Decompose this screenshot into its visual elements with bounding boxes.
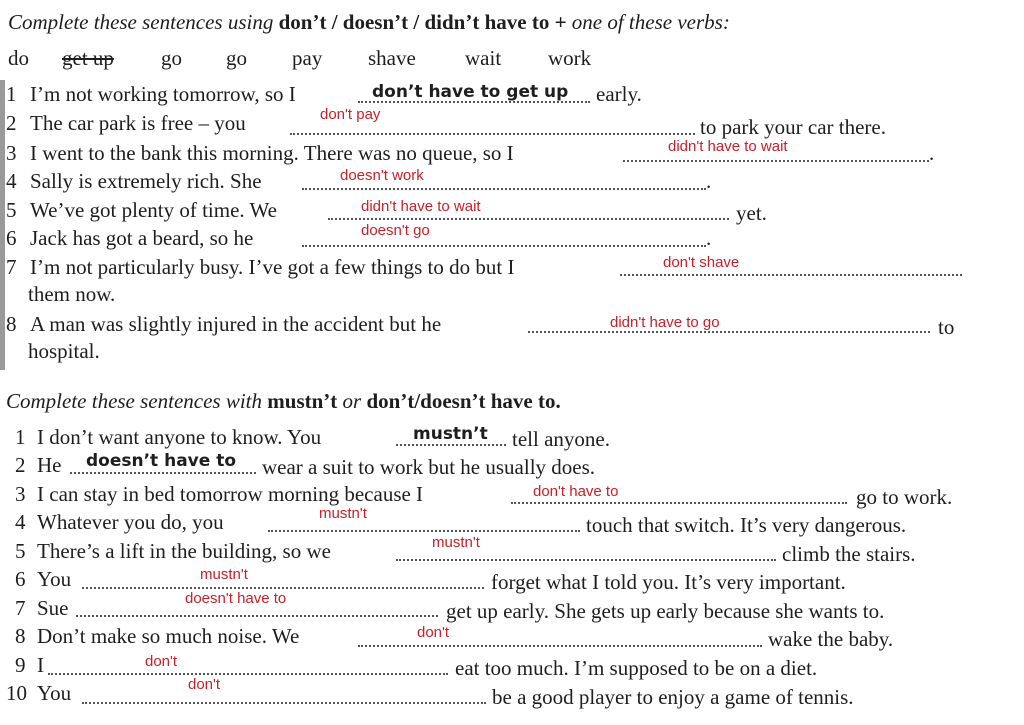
- sentence-end: to: [938, 315, 955, 339]
- sentence-end: to park your car there.: [700, 115, 886, 139]
- verb: do: [8, 46, 29, 70]
- handwritten-answer[interactable]: mustn't: [319, 505, 367, 522]
- sentence-start: I can stay in bed tomorrow morning because I: [37, 482, 424, 506]
- item-number: 10: [6, 681, 27, 705]
- sentence-start: I’m not working tomorrow, so I: [30, 82, 296, 106]
- item-number: 7: [15, 596, 26, 620]
- handwritten-answer[interactable]: don't: [417, 624, 450, 641]
- handwritten-answer[interactable]: didn't have to go: [610, 314, 720, 331]
- item-number: 8: [15, 624, 26, 648]
- item-number: 2: [6, 111, 17, 135]
- verb: pay: [292, 46, 323, 70]
- answer-blank-line: [358, 101, 590, 103]
- item-number: 5: [15, 539, 26, 563]
- worked-example-answer: don’t have to get up: [372, 82, 569, 102]
- sentence-end: .: [706, 226, 712, 250]
- answer-blank-line[interactable]: [528, 331, 930, 333]
- sentence-end: climb the stairs.: [782, 542, 916, 566]
- worked-example-answer: doesn’t have to: [86, 451, 237, 471]
- sentence-start: A man was slightly injured in the accident but he: [30, 312, 442, 336]
- handwritten-answer[interactable]: doesn't work: [340, 167, 424, 184]
- sentence-end: be a good player to enjoy a game of tennis.: [492, 685, 854, 709]
- sentence-start: Sue: [37, 596, 69, 620]
- item-number: 6: [6, 226, 17, 250]
- sentence-start: He: [37, 453, 62, 477]
- sentence-start: Jack has got a beard, so he: [30, 226, 254, 250]
- item-number: 3: [6, 141, 17, 165]
- answer-blank-line: [396, 444, 506, 446]
- verb: go: [161, 46, 182, 70]
- answer-blank-line[interactable]: [76, 615, 438, 617]
- verb: go: [226, 46, 247, 70]
- sentence-start: I don’t want anyone to know. You: [37, 425, 322, 449]
- handwritten-answer[interactable]: don't shave: [663, 254, 740, 271]
- item-number: 9: [15, 653, 26, 677]
- exercise-1-instruction: Complete these sentences using don’t / doesn’t / didn’t have to + one of these verbs:: [8, 10, 730, 34]
- sentence-end: wear a suit to work but he usually does.: [262, 455, 596, 479]
- sentence-start: Sally is extremely rich. She: [30, 169, 262, 193]
- sentence-end: go to work.: [856, 485, 953, 509]
- sentence-continuation: hospital.: [28, 339, 100, 363]
- answer-blank-line[interactable]: [328, 218, 729, 220]
- answer-blank-line[interactable]: [620, 274, 962, 276]
- sentence-continuation: them now.: [28, 282, 116, 306]
- verb: work: [548, 46, 592, 70]
- answer-blank-line[interactable]: [396, 559, 776, 561]
- item-number: 1: [6, 82, 17, 106]
- item-number: 1: [15, 425, 26, 449]
- answer-blank-line[interactable]: [623, 160, 929, 162]
- item-number: 8: [6, 312, 17, 336]
- answer-blank-line[interactable]: [511, 502, 847, 504]
- sentence-start: I: [37, 653, 44, 677]
- page-edge-shadow: [0, 80, 5, 370]
- worked-example-answer: mustn’t: [413, 424, 488, 444]
- item-number: 4: [15, 510, 26, 534]
- sentence-start: I went to the bank this morning. There was no queue, so I: [30, 141, 514, 165]
- sentence-end: yet.: [736, 201, 767, 225]
- sentence-end: touch that switch. It’s very dangerous.: [586, 513, 907, 537]
- item-number: 3: [15, 482, 26, 506]
- sentence-end: tell anyone.: [512, 427, 610, 451]
- item-number: 5: [6, 198, 17, 222]
- sentence-end: .: [929, 141, 935, 165]
- item-number: 7: [6, 255, 17, 279]
- answer-blank-line: [70, 472, 256, 474]
- handwritten-answer[interactable]: don't have to: [533, 483, 619, 500]
- handwritten-answer[interactable]: doesn't go: [361, 222, 430, 239]
- item-number: 6: [15, 567, 26, 591]
- item-number: 4: [6, 169, 17, 193]
- handwritten-answer[interactable]: don't: [145, 653, 178, 670]
- handwritten-answer[interactable]: didn't have to wait: [361, 198, 481, 215]
- handwritten-answer[interactable]: don't: [188, 676, 221, 693]
- answer-blank-line[interactable]: [48, 673, 448, 675]
- sentence-end: wake the baby.: [768, 627, 894, 651]
- answer-blank-line[interactable]: [358, 645, 762, 647]
- sentence-end: early.: [596, 82, 642, 106]
- answer-blank-line[interactable]: [82, 702, 486, 704]
- answer-blank-line[interactable]: [302, 188, 706, 190]
- sentence-start: You: [37, 681, 72, 705]
- sentence-end: eat too much. I’m supposed to be on a diet.: [455, 656, 818, 680]
- sentence-end: get up early. She gets up early because she wants to.: [446, 599, 885, 623]
- handwritten-answer[interactable]: mustn't: [200, 566, 248, 583]
- answer-blank-line[interactable]: [268, 530, 580, 532]
- handwritten-answer[interactable]: doesn't have to: [185, 590, 287, 607]
- answer-blank-line[interactable]: [82, 587, 484, 589]
- sentence-start: I’m not particularly busy. I’ve got a few things to do but I: [30, 255, 515, 279]
- sentence-start: We’ve got plenty of time. We: [30, 198, 277, 222]
- verb: shave: [368, 46, 416, 70]
- sentence-start: You: [37, 567, 72, 591]
- handwritten-answer[interactable]: didn't have to wait: [668, 138, 788, 155]
- answer-blank-line[interactable]: [290, 133, 695, 135]
- handwritten-answer[interactable]: mustn't: [432, 534, 480, 551]
- answer-blank-line[interactable]: [302, 245, 706, 247]
- handwritten-answer[interactable]: don't pay: [320, 106, 381, 123]
- sentence-start: There’s a lift in the building, so we: [37, 539, 331, 563]
- sentence-end: .: [706, 169, 712, 193]
- sentence-start: Whatever you do, you: [37, 510, 224, 534]
- verb-crossed-out: get up: [62, 46, 114, 70]
- sentence-start: The car park is free – you: [30, 111, 246, 135]
- sentence-end: forget what I told you. It’s very important.: [491, 570, 846, 594]
- sentence-start: Don’t make so much noise. We: [37, 624, 300, 648]
- item-number: 2: [15, 453, 26, 477]
- exercise-2-instruction: Complete these sentences with mustn’t or don’t/doesn’t have to.: [6, 389, 561, 413]
- verb: wait: [465, 46, 502, 70]
